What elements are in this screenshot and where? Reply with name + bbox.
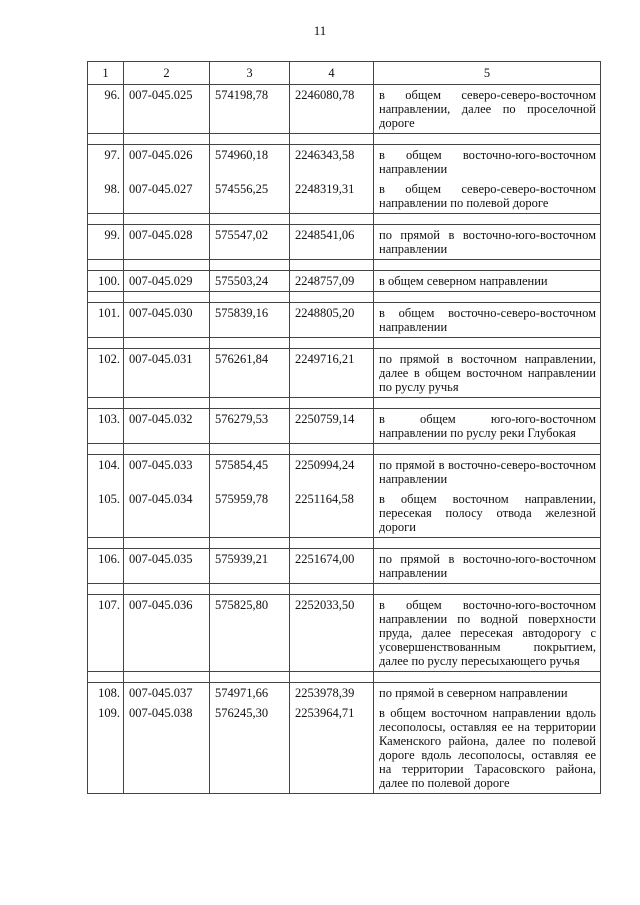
group-spacer (88, 134, 601, 145)
point-code: 007-045.037 (124, 683, 210, 704)
spacer-cell (210, 214, 290, 225)
point-code: 007-045.036 (124, 595, 210, 672)
direction-description: в общем восточном направлении, пересекая полосу отвода железной дороги (374, 489, 601, 538)
row-number: 102. (88, 349, 124, 398)
spacer-cell (124, 292, 210, 303)
row-number: 105. (88, 489, 124, 538)
row-number: 109. (88, 703, 124, 794)
spacer-cell (124, 134, 210, 145)
table-row (88, 349, 601, 398)
direction-description: в общем восточно-юго-восточном направлении (374, 145, 601, 180)
row-number: 104. (88, 455, 124, 490)
spacer-cell (124, 338, 210, 349)
row-number: 100. (88, 271, 124, 292)
point-code: 007-045.035 (124, 549, 210, 584)
group-spacer (88, 538, 601, 549)
spacer-cell (124, 584, 210, 595)
header-col-5: 5 (374, 62, 601, 85)
coordinate-y: 2248541,06 (290, 225, 374, 260)
spacer-cell (210, 338, 290, 349)
spacer-cell (290, 260, 374, 271)
spacer-cell (124, 260, 210, 271)
spacer-cell (124, 672, 210, 683)
direction-description: по прямой в северном направлении (374, 683, 601, 704)
coordinate-x: 575825,80 (210, 595, 290, 672)
spacer-cell (290, 292, 374, 303)
spacer-cell (210, 444, 290, 455)
group-spacer (88, 214, 601, 225)
coordinate-y: 2251164,58 (290, 489, 374, 538)
spacer-cell (374, 260, 601, 271)
point-code: 007-045.031 (124, 349, 210, 398)
table-row (88, 271, 601, 292)
coordinate-y: 2251674,00 (290, 549, 374, 584)
group-spacer (88, 584, 601, 595)
group-spacer (88, 260, 601, 271)
row-number: 99. (88, 225, 124, 260)
direction-description: в общем северо-северо-восточном направлении по полевой дороге (374, 179, 601, 214)
coordinate-y: 2249716,21 (290, 349, 374, 398)
spacer-cell (88, 444, 124, 455)
direction-description: по прямой в восточно-северо-восточном направлении (374, 455, 601, 490)
point-code: 007-045.025 (124, 85, 210, 134)
direction-description: в общем юго-юго-восточном направлении по руслу реки Глубокая (374, 409, 601, 444)
header-col-1: 1 (88, 62, 124, 85)
direction-description: по прямой в восточно-юго-восточном направлении (374, 225, 601, 260)
coordinate-y: 2248757,09 (290, 271, 374, 292)
direction-description: по прямой в восточно-юго-восточном направлении (374, 549, 601, 584)
table-row (88, 303, 601, 338)
header-row (88, 62, 601, 85)
coordinate-y: 2248319,31 (290, 179, 374, 214)
row-number: 107. (88, 595, 124, 672)
coordinate-y: 2248805,20 (290, 303, 374, 338)
group-spacer (88, 338, 601, 349)
row-number: 97. (88, 145, 124, 180)
spacer-cell (374, 292, 601, 303)
coordinate-x: 576245,30 (210, 703, 290, 794)
point-code: 007-045.038 (124, 703, 210, 794)
spacer-cell (210, 584, 290, 595)
spacer-cell (290, 214, 374, 225)
spacer-cell (88, 292, 124, 303)
header-col-4: 4 (290, 62, 374, 85)
spacer-cell (290, 134, 374, 145)
coordinate-y: 2250994,24 (290, 455, 374, 490)
coordinate-x: 574556,25 (210, 179, 290, 214)
point-code: 007-045.030 (124, 303, 210, 338)
row-number: 108. (88, 683, 124, 704)
spacer-cell (290, 538, 374, 549)
table-row (88, 489, 601, 538)
coordinate-y: 2246343,58 (290, 145, 374, 180)
point-code: 007-045.032 (124, 409, 210, 444)
point-code: 007-045.034 (124, 489, 210, 538)
table-row (88, 225, 601, 260)
coordinate-x: 575959,78 (210, 489, 290, 538)
point-code: 007-045.028 (124, 225, 210, 260)
spacer-cell (210, 134, 290, 145)
group-spacer (88, 444, 601, 455)
group-spacer (88, 398, 601, 409)
spacer-cell (210, 260, 290, 271)
coordinate-y: 2252033,50 (290, 595, 374, 672)
point-code: 007-045.033 (124, 455, 210, 490)
group-spacer (88, 672, 601, 683)
point-code: 007-045.029 (124, 271, 210, 292)
spacer-cell (374, 584, 601, 595)
coordinate-x: 574198,78 (210, 85, 290, 134)
spacer-cell (374, 444, 601, 455)
coordinate-x: 575839,16 (210, 303, 290, 338)
direction-description: в общем восточно-северо-восточном направлении (374, 303, 601, 338)
point-code: 007-045.027 (124, 179, 210, 214)
table-row (88, 85, 601, 134)
coordinate-x: 575503,24 (210, 271, 290, 292)
spacer-cell (290, 584, 374, 595)
spacer-cell (290, 398, 374, 409)
spacer-cell (88, 672, 124, 683)
spacer-cell (88, 260, 124, 271)
spacer-cell (88, 134, 124, 145)
table-row (88, 595, 601, 672)
spacer-cell (124, 444, 210, 455)
spacer-cell (374, 338, 601, 349)
table-row (88, 683, 601, 704)
row-number: 103. (88, 409, 124, 444)
page-number: 11 (313, 23, 327, 38)
coordinate-y: 2250759,14 (290, 409, 374, 444)
table-row (88, 179, 601, 214)
spacer-cell (210, 538, 290, 549)
coordinate-x: 576261,84 (210, 349, 290, 398)
table-row (88, 145, 601, 180)
point-code: 007-045.026 (124, 145, 210, 180)
coordinate-x: 576279,53 (210, 409, 290, 444)
spacer-cell (124, 214, 210, 225)
header-col-3: 3 (210, 62, 290, 85)
coordinate-y: 2246080,78 (290, 85, 374, 134)
table-header (88, 62, 601, 85)
spacer-cell (210, 398, 290, 409)
spacer-cell (124, 398, 210, 409)
spacer-cell (124, 538, 210, 549)
coordinate-y: 2253978,39 (290, 683, 374, 704)
spacer-cell (374, 672, 601, 683)
spacer-cell (374, 398, 601, 409)
spacer-cell (290, 338, 374, 349)
spacer-cell (88, 398, 124, 409)
spacer-cell (210, 292, 290, 303)
spacer-cell (88, 338, 124, 349)
group-spacer (88, 292, 601, 303)
table-body (88, 85, 601, 794)
spacer-cell (290, 444, 374, 455)
header-col-2: 2 (124, 62, 210, 85)
direction-description: по прямой в восточном направлении, далее в общем восточном направлении по руслу ручья (374, 349, 601, 398)
boundary-points-table (87, 61, 601, 794)
coordinate-x: 574960,18 (210, 145, 290, 180)
table-row (88, 455, 601, 490)
coordinate-x: 574971,66 (210, 683, 290, 704)
table-row (88, 409, 601, 444)
spacer-cell (88, 538, 124, 549)
spacer-cell (374, 214, 601, 225)
direction-description: в общем северо-северо-восточном направлении, далее по проселочной дороге (374, 85, 601, 134)
direction-description: в общем восточном направлении вдоль лесополосы, оставляя ее на территории Каменского района, далее по полевой дороге вдоль лесополосы, оставляя ее на территории Тарасовского района, далее по полевой дороге (374, 703, 601, 794)
coordinate-x: 575939,21 (210, 549, 290, 584)
coordinate-x: 575547,02 (210, 225, 290, 260)
coordinate-x: 575854,45 (210, 455, 290, 490)
spacer-cell (290, 672, 374, 683)
spacer-cell (88, 214, 124, 225)
table-row (88, 549, 601, 584)
table-row (88, 703, 601, 794)
spacer-cell (374, 134, 601, 145)
row-number: 101. (88, 303, 124, 338)
spacer-cell (374, 538, 601, 549)
row-number: 96. (88, 85, 124, 134)
row-number: 106. (88, 549, 124, 584)
row-number: 98. (88, 179, 124, 214)
spacer-cell (210, 672, 290, 683)
spacer-cell (88, 584, 124, 595)
direction-description: в общем северном направлении (374, 271, 601, 292)
coordinate-y: 2253964,71 (290, 703, 374, 794)
direction-description: в общем восточно-юго-восточном направлении по водной поверхности пруда, далее пересекая автодорогу с усовершенствованным покрытием, далее по руслу пересыхающего ручья (374, 595, 601, 672)
